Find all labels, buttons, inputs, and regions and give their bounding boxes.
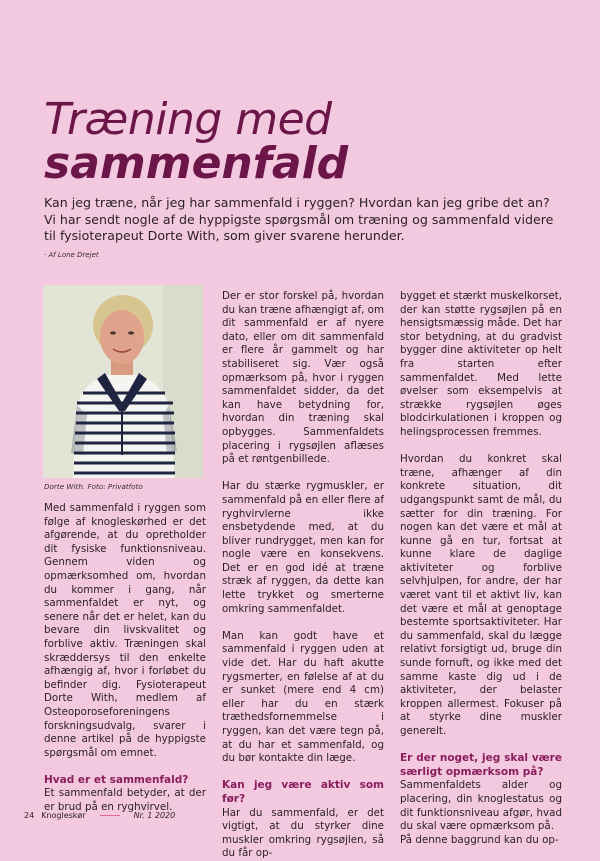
subheading-what-is-collapse: Hvad er et sammenfald? [44, 773, 189, 786]
publication-name: Knogleskør [41, 811, 86, 820]
paragraph: Hvordan du konkret skal træne, afhænger af din konkrete situation, dit udgangspunkt samt de mål, du sætter for din træning. For nogen kan det være et mål at kunne gå en tur, fortsat at kunne klare de daglige aktiviteter og forblive selvhjulpen, for andre, der har været vant til et aktivt liv, kan det være et mål at genoptage bestemte sportsaktiviteter. Har du sammenfald, skal du lægge relativt forsigtigt ud, bruge din sunde fornuft, og ikke med det samme kaste dig ud i de aktiviteter, der belaster kroppen allermest. Fokuser på at styrke dine muskler generelt. [400, 453, 562, 737]
article-title-line1: Træning med [44, 94, 332, 145]
byline: · Af Lone Drejet [44, 251, 99, 259]
paragraph: På denne baggrund kan du op- [400, 833, 559, 846]
paragraph: Der er stor forskel på, hvordan du kan træne afhængigt af, om dit sammenfald er af nyere dato, eller om dit sammenfald er flere år gammelt og har stabiliseret sig. Vær også opmærksom på, hvor i ryggen sammenfaldet sidder, da det kan have betydning for, hvordan din træning skal opbygges. Sammenfaldets placering i rygsøjlen aflæses på et røntgenbillede. [222, 290, 384, 466]
column-3 [400, 290, 562, 847]
subheading-be-aware: Er der noget, jeg skal være særligt opmærksom på? [400, 752, 562, 778]
intro-paragraph: Med sammenfald i ryggen som følge af knogleskørhed er det afgørende, at du opretholder dit fysiske funktionsniveau. Gennem viden og opmærksomhed om, hvordan du kommer i gang, når sammenfaldet er nyt, og senere når det er helet, kan du bevare din livskvalitet og forblive aktiv. Træningen skal skræddersys til den enkelte afhængig af, hvor i forløbet du befinder dig. Fysioterapeut Dorte With, medlem af Osteoporoseforeningens forskningsudvalg, svarer i denne artikel på de hyppigste spørgsmål om emnet. [44, 502, 206, 759]
column-2 [222, 290, 384, 861]
column-1 [44, 502, 206, 815]
subheading-stay-active: Kan jeg være aktiv som før? [222, 779, 384, 805]
page-number: 24 [24, 811, 35, 820]
photo-caption: Dorte With. Foto: Privatfoto [44, 482, 143, 491]
paragraph: bygget et stærkt muskelkorset, der kan støtte rygsøjlen på en hensigtsmæssig måde. Det har stor betydning, at du gradvist bygger dine aktiviteter op helt fra starten efter sammenfaldet. Med lette øvelser som eksempelvis at strække rygsøjlen øges blodcirkulationen i kroppen og helingsprocessen fremmes. [400, 290, 562, 438]
paragraph: Et sammenfald betyder, at der er brud på en ryghvirvel. [44, 787, 206, 814]
paragraph: Man kan godt have et sammenfald i ryggen uden at vide det. Har du haft akutte rygsmerter, en følelse af at du er sunket (mere end 4 cm) eller har du en stærk træthedsfornemmelse i ryggen, kan det være tegn på, at du har et sammenfald, og du bør kontakte din læge. [222, 629, 384, 765]
article-lead: Kan jeg træne, når jeg har sammenfald i ryggen? Hvordan kan jeg gribe det an? Vi har sendt nogle af de hyppigste spørgsmål om træning og sammenfald videre til fysioterapeut Dorte With, som giver svarene herunder. [44, 195, 554, 243]
footer-divider [100, 815, 120, 816]
paragraph: Har du sammenfald, er det vigtigt, at du styrker dine muskler omkring rygsøjlen, så du får op- [222, 806, 384, 860]
page-footer [24, 811, 175, 820]
issue-number: Nr. 1 2020 [133, 811, 176, 820]
article-title [44, 94, 349, 189]
paragraph: Sammenfaldets alder og placering, din knoglestatus og dit funktionsniveau afgør, hvad du skal være opmærksom på. [400, 779, 562, 833]
article-title-line2: sammenfald [44, 138, 349, 189]
paragraph: Har du stærke rygmuskler, er sammenfald på en eller flere af ryghvirvlerne ikke ensbetydende med, at du bliver rundrygget, men kan for nogle være en konsekvens. Det er en god idé at træne stræk af ryggen, da dette kan lette trykket og smerterne omkring sammenfaldet. [222, 480, 384, 615]
portrait-illustration [43, 285, 203, 478]
author-photo [43, 285, 203, 478]
